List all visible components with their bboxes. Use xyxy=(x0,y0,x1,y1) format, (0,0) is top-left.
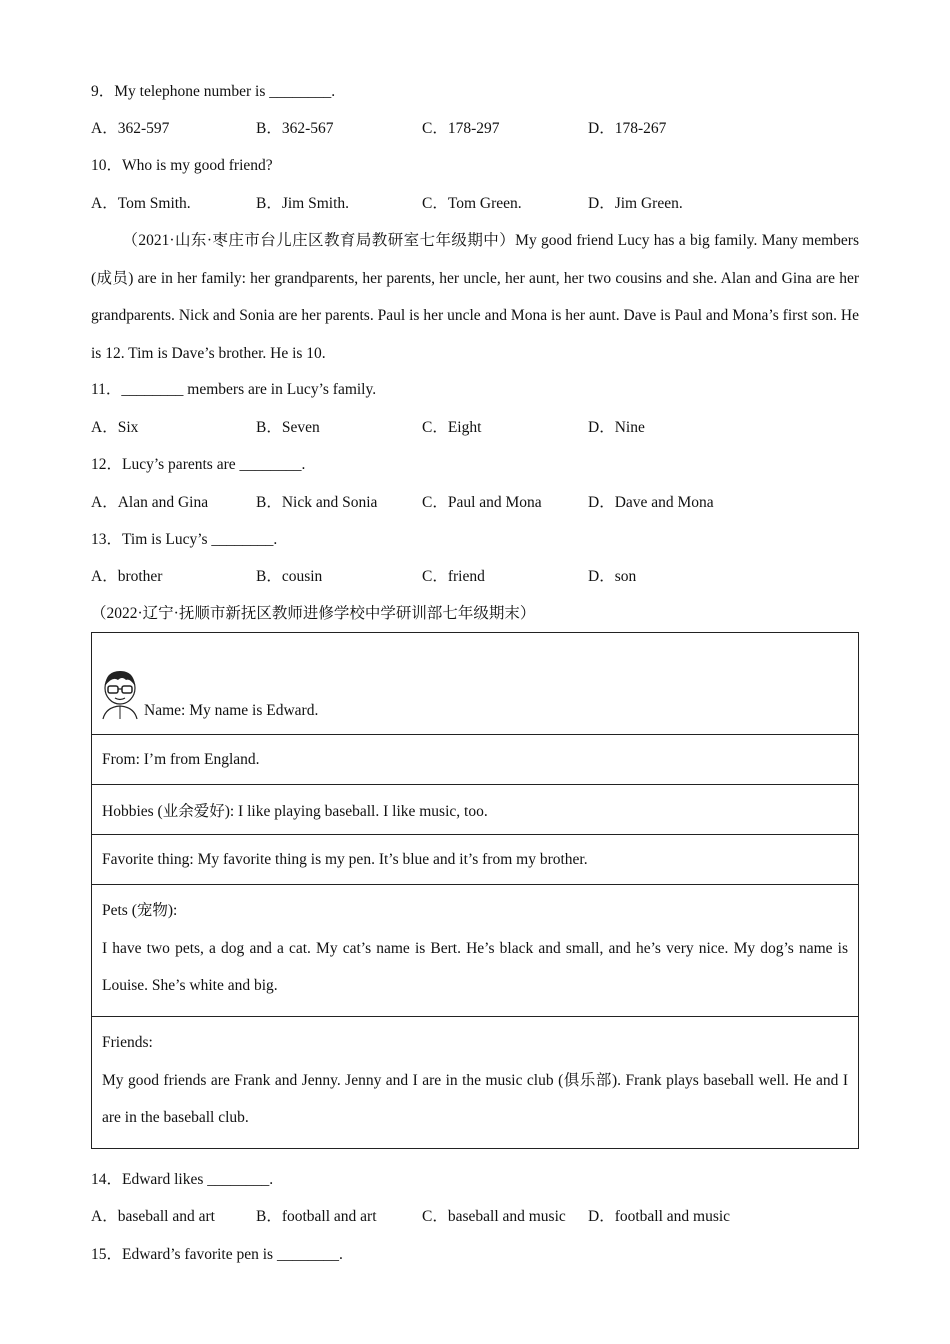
card-row-hobbies xyxy=(92,785,859,835)
card-favorite-text: Favorite thing: My favorite thing is my pen. It’s blue and it’s from my brother. xyxy=(92,835,859,885)
card-name-text: Name: My name is Edward. xyxy=(144,702,319,719)
option-a: A．brother xyxy=(91,568,163,585)
card-pets-title: Pets (宠物): xyxy=(102,902,178,920)
profile-card-table xyxy=(91,632,859,1149)
passage-3-source: （2022·辽宁·抚顺市新抚区教师进修学校中学研训部七年级期末） xyxy=(91,605,536,622)
option-c: C．Paul and Mona xyxy=(422,494,542,511)
card-friends-title: Friends: xyxy=(102,1034,153,1052)
question-12-stem: 12．Lucy’s parents are ________. xyxy=(91,456,306,473)
option-b: B．362-567 xyxy=(256,120,334,137)
option-a: A．baseball and art xyxy=(91,1208,215,1225)
card-row-pets xyxy=(92,885,859,1017)
option-a: A．362-597 xyxy=(91,120,170,137)
question-11-stem: 11．________ members are in Lucy’s family. xyxy=(91,381,377,398)
option-c: C．baseball and music xyxy=(422,1208,566,1225)
card-friends-text: My good friends are Frank and Jenny. Jenny and I are in the music club (俱乐部). Frank plays baseball well. He and I are in the baseball club. xyxy=(102,1071,848,1127)
option-d: D．football and music xyxy=(588,1208,731,1225)
option-b: B．Seven xyxy=(256,419,320,436)
question-14-stem: 14．Edward likes ________. xyxy=(91,1171,274,1188)
card-row-name xyxy=(92,633,859,735)
option-c: C．178-297 xyxy=(422,120,500,137)
option-a: A．Alan and Gina xyxy=(91,494,209,511)
option-c: C．Tom Green. xyxy=(422,195,522,212)
card-row-favorite xyxy=(92,835,859,885)
option-d: D．Jim Green. xyxy=(588,195,683,212)
option-b: B．cousin xyxy=(256,568,323,585)
boy-with-glasses-icon xyxy=(100,668,140,720)
option-c: C．Eight xyxy=(422,419,482,436)
option-d: D．Dave and Mona xyxy=(588,494,714,511)
passage-source: （2021·山东·枣庄市台儿庄区教育局教研室七年级期中） xyxy=(122,232,516,249)
option-b: B．football and art xyxy=(256,1208,377,1225)
card-pets-text: I have two pets, a dog and a cat. My cat’s name is Bert. He’s black and small, and he’s very nice. My dog’s name is Louise. She’s white and big. xyxy=(102,939,848,995)
option-a: A．Tom Smith. xyxy=(91,195,191,212)
card-row-from xyxy=(92,735,859,785)
option-b: B．Jim Smith. xyxy=(256,195,350,212)
question-10-stem: 10．Who is my good friend? xyxy=(91,157,273,174)
question-13-stem: 13．Tim is Lucy’s ________. xyxy=(91,531,278,548)
question-15-stem: 15．Edward’s favorite pen is ________. xyxy=(91,1246,343,1263)
option-d: D．Nine xyxy=(588,419,645,436)
option-d: D．178-267 xyxy=(588,120,667,137)
option-a: A．Six xyxy=(91,419,139,436)
question-9-stem: 9．My telephone number is ________. xyxy=(91,83,336,100)
option-c: C．friend xyxy=(422,568,485,585)
passage-text: My good friend Lucy has a big family. Many members (成员) are in her family: her grandparents, her parents, her uncle, her aunt, her two cousins and she. Alan and Gina are her grandparents. Nick and Sonia are her parents. Paul is her uncle and Mona is her aunt. Dave is Paul and Mona’s first son. He is 12. Tim is Dave’s brother. He is 10. xyxy=(91,232,859,362)
card-row-friends xyxy=(92,1017,859,1149)
reading-passage-2 xyxy=(91,222,859,372)
card-hobbies-text: Hobbies (业余爱好): I like playing baseball. I like music, too. xyxy=(92,785,859,835)
card-from-text: From: I’m from England. xyxy=(92,735,859,785)
option-d: D．son xyxy=(588,568,637,585)
option-b: B．Nick and Sonia xyxy=(256,494,378,511)
